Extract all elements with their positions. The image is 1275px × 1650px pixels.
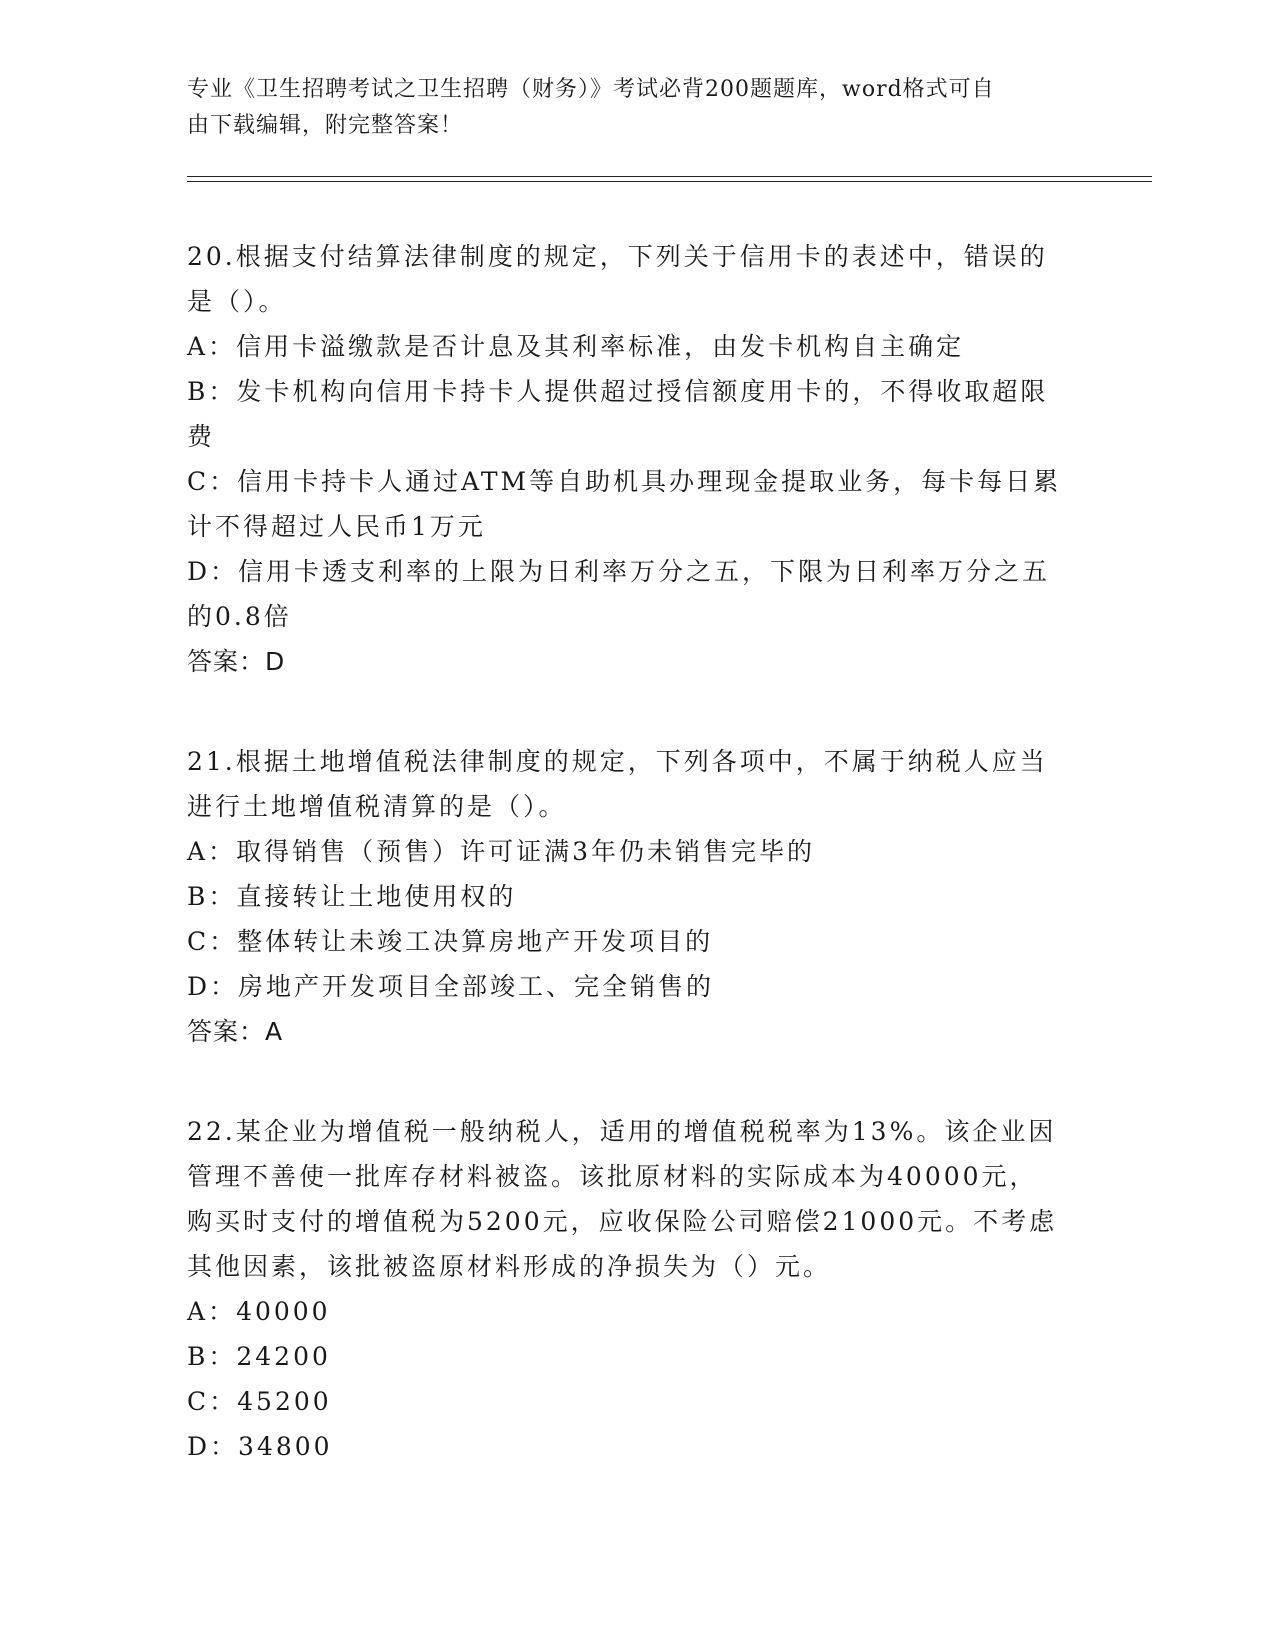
option-line: A：取得销售（预售）许可证满3年仍未销售完毕的: [187, 829, 1067, 874]
option-line: 计不得超过人民币1万元: [187, 512, 486, 541]
document-header: [187, 72, 1067, 144]
question-block: [187, 739, 1067, 1055]
question-stem-line: 进行土地增值税清算的是（）。: [187, 792, 567, 821]
question-stem-line: 21.根据土地增值税法律制度的规定，下列各项中，不属于纳税人应当: [187, 747, 1048, 776]
question-stem-line: 其他因素，该批被盗原材料形成的净损失为（）元。: [187, 1252, 832, 1281]
question-stem-line: 管理不善使一批库存材料被盗。该批原材料的实际成本为40000元，: [187, 1162, 1038, 1191]
option-label: D：: [187, 1432, 239, 1461]
header-divider-bottom: [187, 181, 1152, 182]
answer-line: 答案：D: [187, 647, 286, 676]
option-line: A：40000: [187, 1289, 1067, 1334]
option-label: B：: [187, 377, 237, 406]
question-block: [187, 234, 1067, 685]
option-line: A：信用卡溢缴款是否计息及其利率标准，由发卡机构自主确定: [187, 324, 1067, 369]
option-label: D：: [187, 972, 239, 1001]
option-line: C：信用卡持卡人通过ATM等自助机具办理现金提取业务，每卡每日累: [187, 459, 1067, 504]
question-stem-line: 是（）。: [187, 287, 287, 316]
question-stem-line: 20.根据支付结算法律制度的规定，下列关于信用卡的表述中，错误的: [187, 242, 1048, 271]
option-line: C：整体转让未竣工决算房地产开发项目的: [187, 919, 1067, 964]
option-line: B：直接转让土地使用权的: [187, 874, 1067, 919]
option-line: D：房地产开发项目全部竣工、完全销售的: [187, 964, 1067, 1009]
answer-line: 答案：A: [187, 1017, 284, 1046]
option-label: A：: [187, 837, 237, 866]
option-label: B：: [187, 1342, 237, 1371]
question-stem-line: 购买时支付的增值税为5200元，应收保险公司赔偿21000元。不考虑: [187, 1207, 1058, 1236]
option-line: B：24200: [187, 1334, 1067, 1379]
option-line: D：34800: [187, 1424, 1067, 1469]
option-label: C：: [187, 927, 238, 956]
option-label: C：: [187, 1387, 238, 1416]
option-label: C：: [187, 467, 238, 496]
header-divider-top: [187, 176, 1152, 177]
question-block: [187, 1109, 1067, 1469]
option-label: A：: [187, 1297, 237, 1326]
option-label: A：: [187, 332, 237, 361]
option-line: 费: [187, 422, 216, 451]
option-label: D：: [187, 557, 239, 586]
question-list: [187, 234, 1067, 1523]
option-line: B：发卡机构向信用卡持卡人提供超过授信额度用卡的，不得收取超限: [187, 369, 1067, 414]
option-line: 的0.8倍: [187, 602, 292, 631]
option-line: D：信用卡透支利率的上限为日利率万分之五，下限为日利率万分之五: [187, 549, 1067, 594]
header-line-2: 由下载编辑，附完整答案！: [187, 113, 464, 138]
option-line: C：45200: [187, 1379, 1067, 1424]
question-stem-line: 22.某企业为增值税一般纳税人，适用的增值税税率为13%。该企业因: [187, 1117, 1057, 1146]
option-label: B：: [187, 882, 237, 911]
header-line-1: 专业《卫生招聘考试之卫生招聘（财务）》考试必背200题题库，word格式可自: [187, 77, 995, 102]
